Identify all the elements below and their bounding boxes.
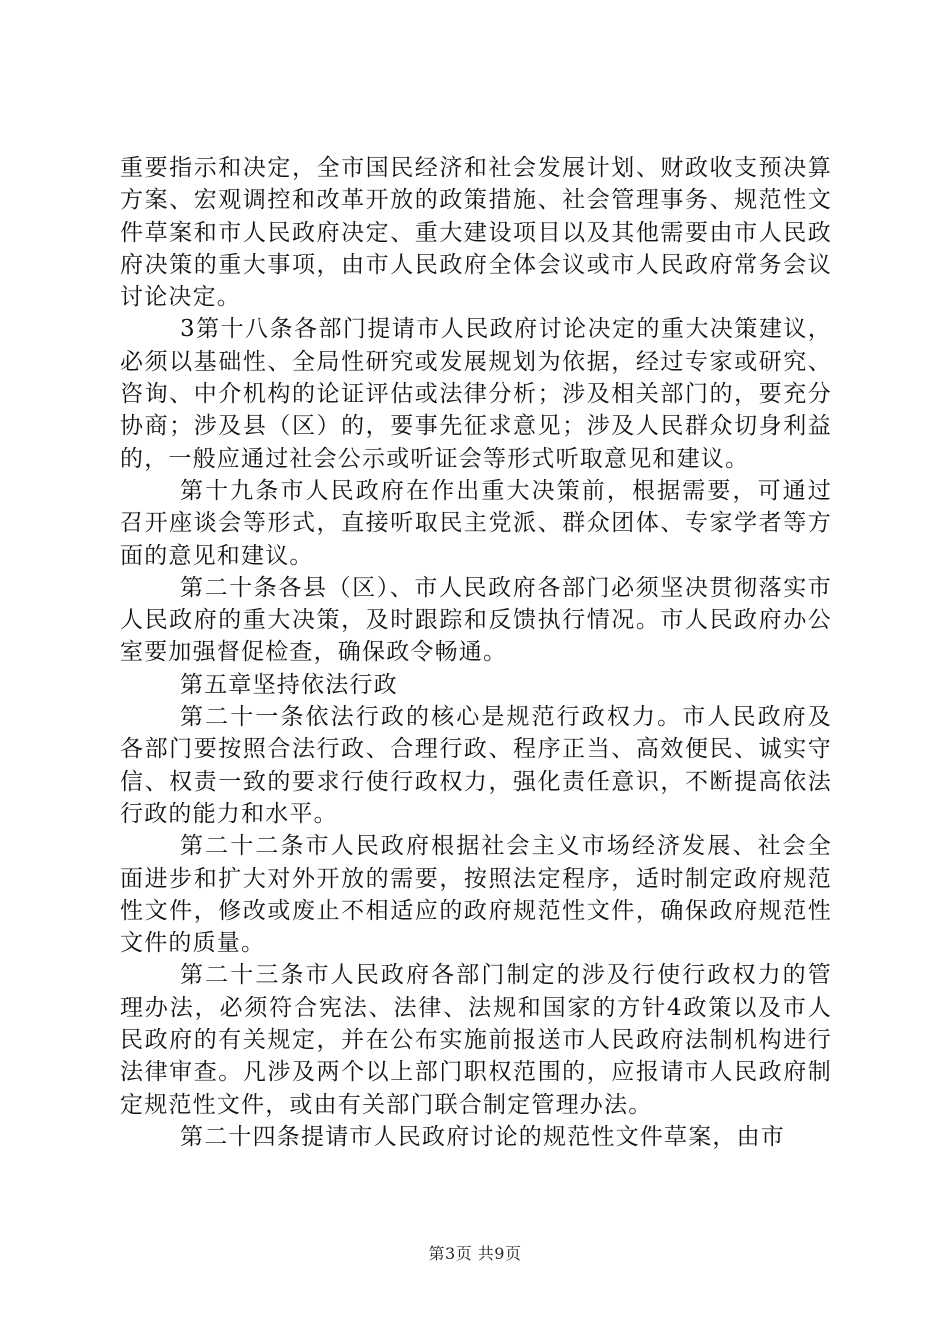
paragraph-article-20: 第二十条各县（区）、市人民政府各部门必须坚决贯彻落实市人民政府的重大决策，及时跟踪和反馈执行情况。市人民政府办公室要加强督促检查，确保政令畅通。	[120, 574, 832, 666]
paragraph-article-23: 第二十三条市人民政府各部门制定的涉及行使行政权力的管理办法，必须符合宪法、法律、法规和国家的方针4政策以及市人民政府的有关规定，并在公布实施前报送市人民政府法制机构进行法律审查。凡涉及两个以上部门职权范围的，应报请市人民政府制定规范性文件，或由有关部门联合制定管理办法。	[120, 962, 832, 1118]
page-number-footer: 第3页 共9页	[428, 1244, 522, 1263]
paragraph-continuation: 重要指示和决定，全市国民经济和社会发展计划、财政收支预决算方案、宏观调控和改革开放的政策措施、社会管理事务、规范性文件草案和市人民政府决定、重大建设项目以及其他需要由市人民政府决策的重大事项，由市人民政府全体会议或市人民政府常务会议讨论决定。	[120, 155, 832, 311]
paragraph-article-18: 3第十八条各部门提请市人民政府讨论决定的重大决策建议，必须以基础性、全局性研究或发展规划为依据，经过专家或研究、咨询、中介机构的论证评估或法律分析；涉及相关部门的，要充分协商；涉及县（区）的，要事先征求意见；涉及人民群众切身利益的，一般应通过社会公示或听证会等形式听取意见和建议。	[120, 316, 832, 472]
paragraph-article-19: 第十九条市人民政府在作出重大决策前，根据需要，可通过召开座谈会等形式，直接听取民主党派、群众团体、专家学者等方面的意见和建议。	[120, 477, 832, 569]
paragraph-article-24: 第二十四条提请市人民政府讨论的规范性文件草案，由市	[180, 1123, 785, 1150]
chapter-heading: 第五章坚持依法行政	[180, 671, 398, 698]
paragraph-article-22: 第二十二条市人民政府根据社会主义市场经济发展、社会全面进步和扩大对外开放的需要，按照法定程序，适时制定政府规范性文件，修改或废止不相适应的政府规范性文件，确保政府规范性文件的质量。	[120, 833, 832, 957]
document-body	[120, 152, 832, 1153]
paragraph-article-21: 第二十一条依法行政的核心是规范行政权力。市人民政府及各部门要按照合法行政、合理行政、程序正当、高效便民、诚实守信、权责一致的要求行使行政权力，强化责任意识，不断提高依法行政的能力和水平。	[120, 704, 832, 827]
